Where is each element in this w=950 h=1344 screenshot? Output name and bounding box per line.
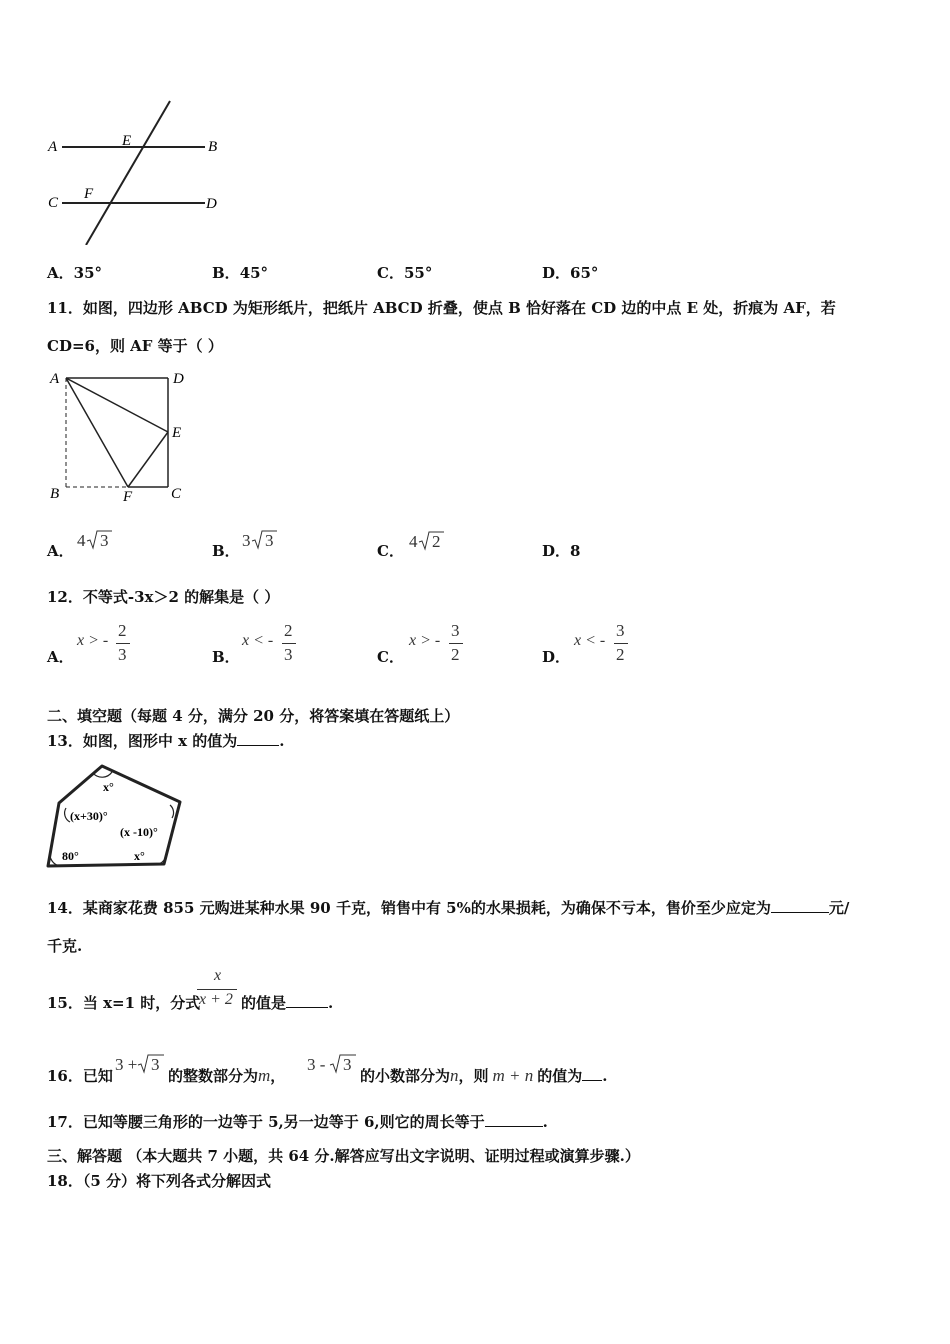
rect-label-e: E [172, 425, 182, 441]
q11-option-c-expr [408, 529, 448, 553]
q16-expr2 [306, 1052, 358, 1076]
q14-answer-blank [771, 898, 829, 913]
q12-option-b: B． [212, 648, 240, 666]
svg-text:3: 3 [100, 531, 109, 550]
pentagon-label-bottom-right: x° [134, 849, 145, 863]
label-f: F [84, 186, 94, 202]
q10-option-b: B．45° [212, 264, 269, 282]
svg-text:4: 4 [77, 531, 86, 550]
q11-stem-line2: CD=6，则 AF 等于（ ） [47, 337, 223, 355]
q16-mid2: 的小数部分为n，则 m + n 的值为 . [360, 1066, 608, 1085]
q11-option-a-expr [76, 528, 116, 552]
pentagon-figure [42, 760, 192, 872]
q12-option-c-expr: x > - 3 2 [409, 622, 469, 668]
q10-option-c: C．55° [377, 264, 433, 282]
svg-text:3: 3 [343, 1055, 352, 1074]
q12-option-d: D． [542, 648, 571, 666]
q10-option-d: D．65° [542, 264, 599, 282]
q16-prefix: 16．已知 [47, 1067, 113, 1085]
q11-option-b-expr [241, 528, 281, 552]
q17-stem: 17．已知等腰三角形的一边等于 5,另一边等于 6,则它的周长等于 . [47, 1113, 548, 1131]
pentagon-label-bottom-left: 80° [62, 849, 79, 863]
label-b: B [208, 139, 218, 155]
label-e: E [122, 133, 132, 149]
svg-text:2: 2 [432, 532, 441, 551]
rect-label-c: C [171, 486, 182, 502]
q15-fraction: x x + 2 [197, 967, 241, 1017]
q11-option-b: B． [212, 542, 240, 560]
svg-text:3: 3 [151, 1055, 160, 1074]
q11-option-a: A． [47, 542, 74, 560]
q18-stem: 18．（5 分）将下列各式分解因式 [47, 1172, 272, 1190]
svg-text:3: 3 [242, 531, 251, 550]
q13-stem: 13．如图，图形中 x 的值为 . [47, 732, 285, 750]
q16-answer-blank [582, 1066, 602, 1081]
svg-text:3 +: 3 + [115, 1055, 138, 1074]
rectangle-fold-figure [40, 365, 210, 510]
svg-text:3 -: 3 - [307, 1055, 326, 1074]
rect-label-d: D [173, 371, 184, 387]
rect-label-b: B [50, 486, 60, 502]
q15-prefix: 15．当 x=1 时，分式 [47, 994, 201, 1012]
section3-title: 三、解答题 （本大题共 7 小题，共 64 分.解答应写出文字说明、证明过程或演算步骤.） [47, 1147, 640, 1165]
q14-stem-line2: 千克. [47, 937, 83, 955]
q11-stem-line1: 11．如图，四边形 ABCD 为矩形纸片，把纸片 ABCD 折叠，使点 B 恰好落在 CD 边的中点 E 处，折痕为 AF，若 [47, 299, 836, 317]
q16-mid1: 的整数部分为m， [168, 1066, 286, 1085]
label-a: A [48, 139, 58, 155]
svg-text:4: 4 [409, 532, 418, 551]
q15-answer-blank [286, 993, 328, 1008]
q17-answer-blank [485, 1112, 543, 1127]
pentagon-label-left: (x+30)° [70, 809, 108, 823]
q16-expr1 [114, 1052, 166, 1076]
q10-option-a: A．35° [47, 264, 103, 282]
rect-label-f: F [123, 489, 133, 505]
section2-title: 二、填空题（每题 4 分，满分 20 分，将答案填在答题纸上） [47, 707, 460, 725]
rect-label-a: A [50, 371, 60, 387]
q12-option-c: C． [377, 648, 404, 666]
q12-stem: 12．不等式-3x＞2 的解集是（ ） [47, 588, 280, 606]
q13-answer-blank [237, 731, 279, 746]
svg-text:3: 3 [265, 531, 274, 550]
q14-stem-line1: 14．某商家花费 855 元购进某种水果 90 千克，销售中有 5%的水果损耗，为确保不亏本，售价至少应定为 元/ [47, 899, 850, 917]
q12-option-d-expr: x < - 3 2 [574, 622, 634, 668]
q12-option-b-expr: x < - 2 3 [242, 622, 302, 668]
q11-option-d: D．8 [542, 542, 581, 560]
q12-option-a: A． [47, 648, 74, 666]
label-c: C [48, 195, 59, 211]
q11-option-c: C． [377, 542, 404, 560]
pentagon-label-top: x° [103, 780, 114, 794]
q12-option-a-expr: x > - 2 3 [77, 622, 137, 668]
parallel-lines-figure [40, 95, 240, 245]
q15-suffix: 的值是 . [241, 994, 334, 1012]
pentagon-label-right: (x -10)° [120, 825, 158, 839]
label-d: D [206, 196, 217, 212]
